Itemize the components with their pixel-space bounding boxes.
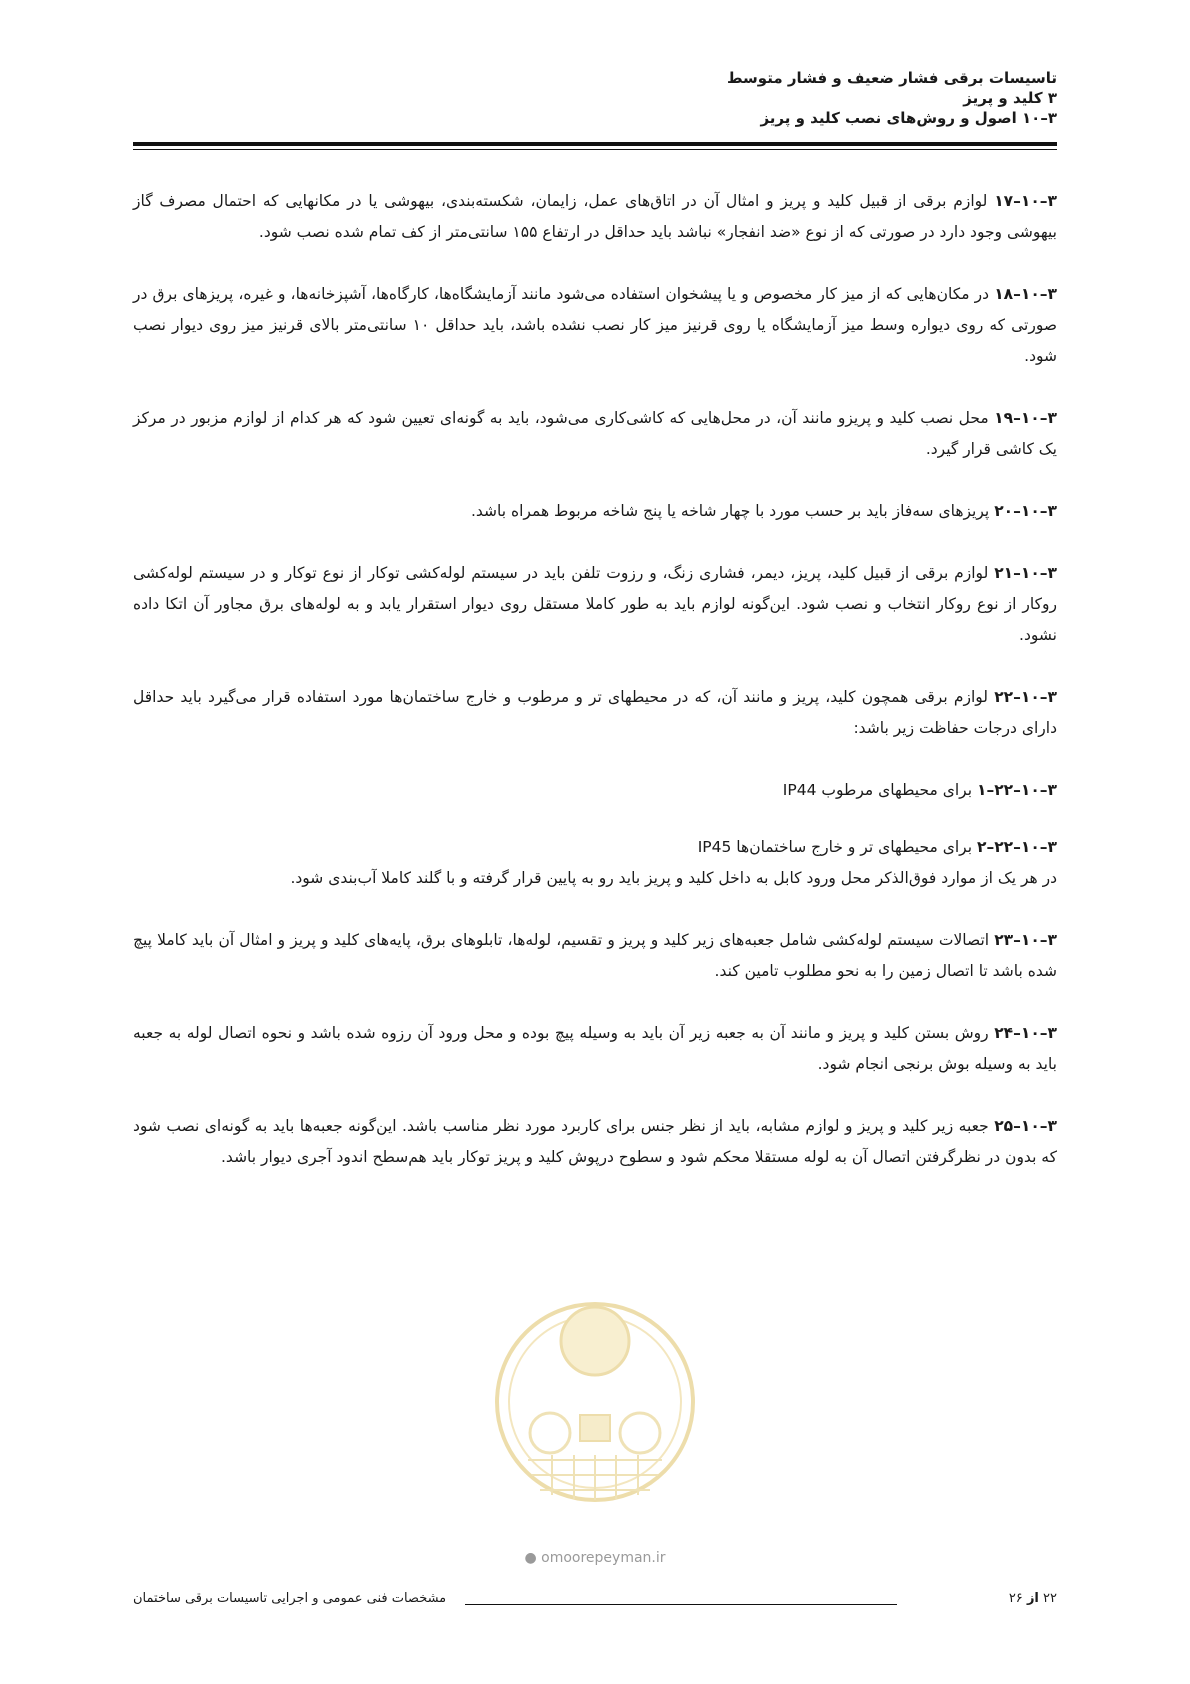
header-divider-thin [133, 149, 1057, 150]
paragraph-3-10-17: ۳–۱۰–۱۷ لوازم برقی از قبیل کلید و پریز و امثال آن در اتاق‌های عمل، زایمان، شکسته‌بندی، بیهوشی یا در مکانهایی که احتمال مصرف گاز بیهوشی وجود دارد در صورتی که از نوع «ضد انفجار» نباشد باید حداقل در ارتفاع ۱۵۵ سانتی‌متر از کف تمام شده نصب شود. [133, 192, 1057, 241]
header-line-2: ۳ کلید و پریز [963, 89, 1057, 107]
page-footer [133, 1591, 1057, 1615]
body-content [133, 186, 1057, 1173]
paragraph-3-10-18: ۳–۱۰–۱۸ در مکان‌هایی که از میز کار مخصوص و یا پیشخوان استفاده می‌شود مانند آزمایشگاه‌ها، کارگاه‌ها، آشپزخانه‌ها، و غیره، پریزهای برق در صورتی که روی دیواره وسط میز آزمایشگاه یا روی قرنیز میز کار نصب نشده باشد، باید حداقل ۱۰ سانتی‌متر بالای قرنیز میز روی دیوار نصب شود. [133, 285, 1057, 365]
header-line-1: تاسیسات برقی فشار ضعیف و فشار متوسط [726, 69, 1057, 87]
paragraph-3-10-20: ۳–۱۰–۲۰ پریزهای سه‌فاز باید بر حسب مورد با چهار شاخه یا پنج شاخه مربوط همراه باشد. [470, 502, 1057, 520]
page-header [133, 68, 1057, 128]
footer-title: مشخصات فنی عمومی و اجرایی تاسیسات برقی ساختمان [133, 1591, 447, 1606]
paragraph-3-10-22: ۳–۱۰–۲۲ لوازم برقی همچون کلید، پریز و مانند آن، که در محیطهای تر و مرطوب و خارج ساختمان‌ها مورد استفاده قرار می‌گیرد باید حداقل دارای درجات حفاظت زیر باشد: [133, 688, 1057, 737]
watermark-seal-logo [488, 1295, 702, 1565]
paragraph-3-10-25: ۳–۱۰–۲۵ جعبه زیر کلید و پریز و لوازم مشابه، باید از نظر جنس برای کاربرد مورد نظر مناسب باشد. این‌گونه جعبه‌ها باید به گونه‌ای نصب شود که بدون در نظرگرفتن اتصال آن به لوله مستقلا محکم شود و سطوح درپوش کلید و پریز توکار باید هم‌سطح اندود آجری دیوار باشد. [133, 1117, 1057, 1166]
watermark-url: ● omoorepeyman.ir [524, 1550, 666, 1566]
paragraph-3-10-19: ۳–۱۰–۱۹ محل نصب کلید و پریزو مانند آن، در محل‌هایی که کاشی‌کاری می‌شود، باید به گونه‌ای تعیین شود که هر کدام از لوازم مزبور در مرکز یک کاشی قرار گیرد. [133, 409, 1057, 458]
paragraph-3-10-24: ۳–۱۰–۲۴ روش بستن کلید و پریز و مانند آن به جعبه زیر آن باید به وسیله پیچ بوده و محل ورود آن رزوه شده باشد و نحوه اتصال لوله به جعبه باید به وسیله بوش برنجی انجام شود. [133, 1024, 1058, 1073]
paragraph-3-10-22-2: ۳–۱۰–۲۲–۲ برای محیطهای تر و خارج ساختمان‌ها IP45 [697, 838, 1057, 856]
paragraph-3-10-22-1: ۳–۱۰–۲۲–۱ برای محیطهای مرطوب IP44 [782, 781, 1057, 799]
paragraph-3-10-21: ۳–۱۰–۲۱ لوازم برقی از قبیل کلید، پریز، دیمر، فشاری زنگ، و رزوت تلفن باید در سیستم لوله‌کشی توکار از نوع توکار و در سیستم لوله‌کشی روکار از نوع روکار انتخاب و نصب شود. این‌گونه لوازم باید به طور کاملا مستقل روی دیوار استقرار یابد و به لوله‌های برق مجاور آن اتکا داده نشود. [133, 564, 1057, 644]
header-line-3: ۳–۱۰ اصول و روش‌های نصب کلید و پریز [760, 109, 1057, 127]
page-number: ۲۲ از ۲۶ [1008, 1591, 1057, 1606]
footer-line [465, 1604, 897, 1605]
paragraph-3-10-23: ۳–۱۰–۲۳ اتصالات سیستم لوله‌کشی شامل جعبه‌های زیر کلید و پریز و تقسیم، لوله‌ها، تابلوهای برق، پایه‌های کلید و پریز و امثال آن باید کاملا پیچ شده باشد تا اتصال زمین را به نحو مطلوب تامین کند. [133, 931, 1057, 980]
paragraph-3-10-22-2-continuation: در هر یک از موارد فوق‌الذکر محل ورود کابل به داخل کلید و پریز باید رو به پایین قرار گرفته و با گلند کاملا آب‌بندی شود. [290, 869, 1057, 887]
header-divider-thick [133, 142, 1057, 146]
